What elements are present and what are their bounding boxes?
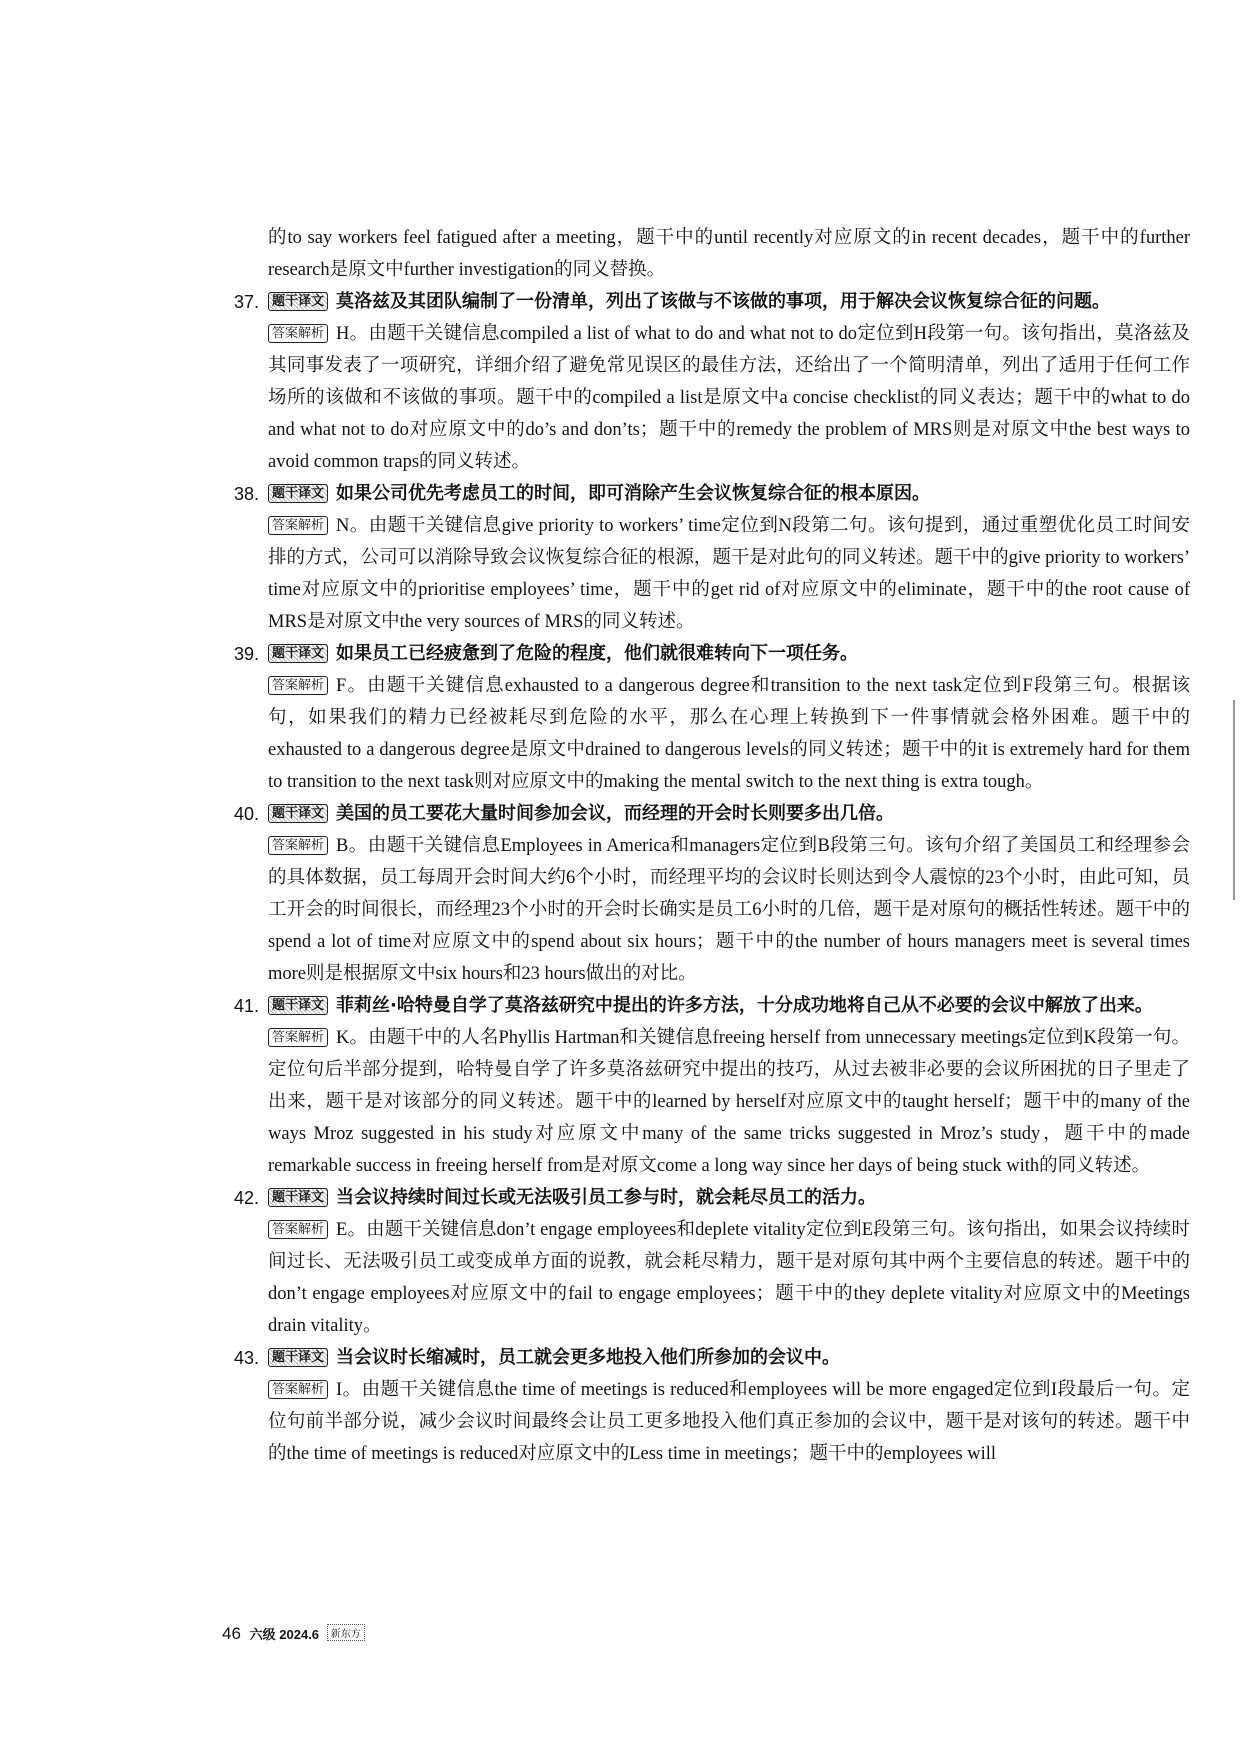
analysis-text: N。由题干关键信息give priority to workers’ time定位到N段第二句。该句提到，通过重塑优化员工时间安排的方式，公司可以消除导致会议恢复综合征的根源，题干是对此句的同义转述。题干中的give priority to workers’ time对应原文中的prioritise employees’ time，题干中的get rid of对应原文中的eliminate，题干中的the root cause of MRS是对原文中the very sources of MRS的同义转述。 [268,516,1190,632]
translation-tag: 题干译文 [268,484,328,503]
question-item [234,478,1190,638]
analysis-line [268,510,1190,638]
translation-text: 如果员工已经疲惫到了危险的程度，他们就很难转向下一项任务。 [336,643,859,664]
question-number: 40. [234,804,260,824]
question-item [234,990,1190,1182]
analysis-text: F。由题干关键信息exhausted to a dangerous degree和transition to the next task定位到F段第三句。根据该句，如果我们的精力已经被耗尽到危险的水平，那么在心理上转换到下一件事情就会格外困难。题干中的exhausted to a dangerous degree是原文中drained to dangerous levels的同义转述；题干中的it is extremely hard for them to transition to the next task则对应原文中的making the mental switch to the next thing is extra tough。 [268,676,1190,792]
analysis-text: K。由题干中的人名Phyllis Hartman和关键信息freeing herself from unnecessary meetings定位到K段第一句。定位句后半部分提到，哈特曼自学了许多莫洛兹研究中提出的技巧，从过去被非必要的会议所困扰的日子里走了出来，题干是对该部分的同义转述。题干中的learned by herself对应原文中的taught herself；题干中的many of the ways Mroz suggested in his study对应原文中many of the same tricks suggested in Mroz’s study，题干中的made remarkable success in freeing herself from是对原文come a long way since her days of being stuck with的同义转述。 [268,1028,1190,1176]
translation-tag: 题干译文 [268,1348,328,1367]
analysis-text: B。由题干关键信息Employees in America和managers定位到B段第三句。该句介绍了美国员工和经理参会的具体数据，员工每周开会时间大约6个小时，而经理平均的会议时长则达到令人震惊的23个小时，由此可知，员工开会的时间很长，而经理23个小时的开会时长确实是员工6小时的几倍，题干是对原句的概括性转述。题干中的spend a lot of time对应原文中的spend about six hours；题干中的the number of hours managers meet is several times more则是根据原文中six hours和23 hours做出的对比。 [268,836,1190,984]
translation-line [268,478,1190,510]
translation-text: 当会议时长缩减时，员工就会更多地投入他们所参加的会议中。 [336,1347,841,1368]
magazine-issue: 六级 2024.6 [249,1627,320,1642]
question-item [234,286,1190,478]
translation-line [268,1182,1190,1214]
translation-tag: 题干译文 [268,804,328,823]
analysis-line [268,670,1190,798]
question-item [234,1342,1190,1470]
intro-paragraph: 的to say workers feel fatigued after a meeting，题干中的until recently对应原文的in recent decades，题干中的further research是原文中further investigation的同义替换。 [268,228,1190,280]
analysis-line [268,1022,1190,1182]
translation-tag: 题干译文 [268,292,328,311]
page-number: 46 [222,1624,241,1643]
translation-tag: 题干译文 [268,1188,328,1207]
question-number: 43. [234,1348,260,1368]
translation-text: 当会议持续时间过长或无法吸引员工参与时，就会耗尽员工的活力。 [336,1187,877,1208]
page-footer [222,1624,365,1644]
translation-text: 莫洛兹及其团队编制了一份清单，列出了该做与不该做的事项，用于解决会议恢复综合征的问题。 [336,291,1111,312]
translation-line [268,1342,1190,1374]
analysis-text: E。由题干关键信息don’t engage employees和deplete vitality定位到E段第三句。该句指出，如果会议持续时间过长、无法吸引员工或变成单方面的说教，就会耗尽精力，题干是对原句其中两个主要信息的转述。题干中的don’t engage employees对应原文中的fail to engage employees；题干中的they deplete vitality对应原文中的Meetings drain vitality。 [268,1220,1190,1336]
publisher-logo: 新东方 [327,1624,365,1641]
analysis-line [268,830,1190,990]
translation-line [268,286,1190,318]
analysis-tag: 答案解析 [268,836,328,855]
translation-line [268,798,1190,830]
question-number: 37. [234,292,260,312]
scan-edge [1233,700,1235,900]
question-number: 39. [234,644,260,664]
answer-explanations [234,222,1190,1470]
question-number: 42. [234,1188,260,1208]
translation-text: 菲莉丝·哈特曼自学了莫洛兹研究中提出的许多方法，十分成功地将自己从不必要的会议中解放了出来。 [336,995,1153,1016]
analysis-tag: 答案解析 [268,1028,328,1047]
question-item [234,798,1190,990]
translation-tag: 题干译文 [268,644,328,663]
question-item [234,1182,1190,1342]
analysis-tag: 答案解析 [268,676,328,695]
translation-text: 美国的员工要花大量时间参加会议，而经理的开会时长则要多出几倍。 [336,803,895,824]
analysis-line [268,318,1190,478]
analysis-tag: 答案解析 [268,1220,328,1239]
question-item [234,638,1190,798]
translation-line [268,638,1190,670]
analysis-tag: 答案解析 [268,516,328,535]
analysis-tag: 答案解析 [268,1380,328,1399]
analysis-text: H。由题干关键信息compiled a list of what to do and what not to do定位到H段第一句。该句指出，莫洛兹及其同事发表了一项研究，详细介绍了避免常见误区的最佳方法，还给出了一个简明清单，列出了适用于任何工作场所的该做和不该做的事项。题干中的compiled a list是原文中a concise checklist的同义表达；题干中的what to do and what not to do对应原文中的do’s and don’ts；题干中的remedy the problem of MRS则是对原文中the best ways to avoid common traps的同义转述。 [268,324,1190,472]
analysis-text: I。由题干关键信息the time of meetings is reduced和employees will be more engaged定位到I段最后一句。定位句前半部分说，减少会议时间最终会让员工更多地投入他们真正参加的会议中，题干是对该句的转述。题干中的the time of meetings is reduced对应原文中的Less time in meetings；题干中的employees will [268,1380,1190,1464]
translation-tag: 题干译文 [268,996,328,1015]
analysis-tag: 答案解析 [268,324,328,343]
translation-text: 如果公司优先考虑员工的时间，即可消除产生会议恢复综合征的根本原因。 [336,483,931,504]
question-number: 41. [234,996,260,1016]
translation-line [268,990,1190,1022]
question-number: 38. [234,484,260,504]
analysis-line [268,1374,1190,1470]
analysis-line [268,1214,1190,1342]
